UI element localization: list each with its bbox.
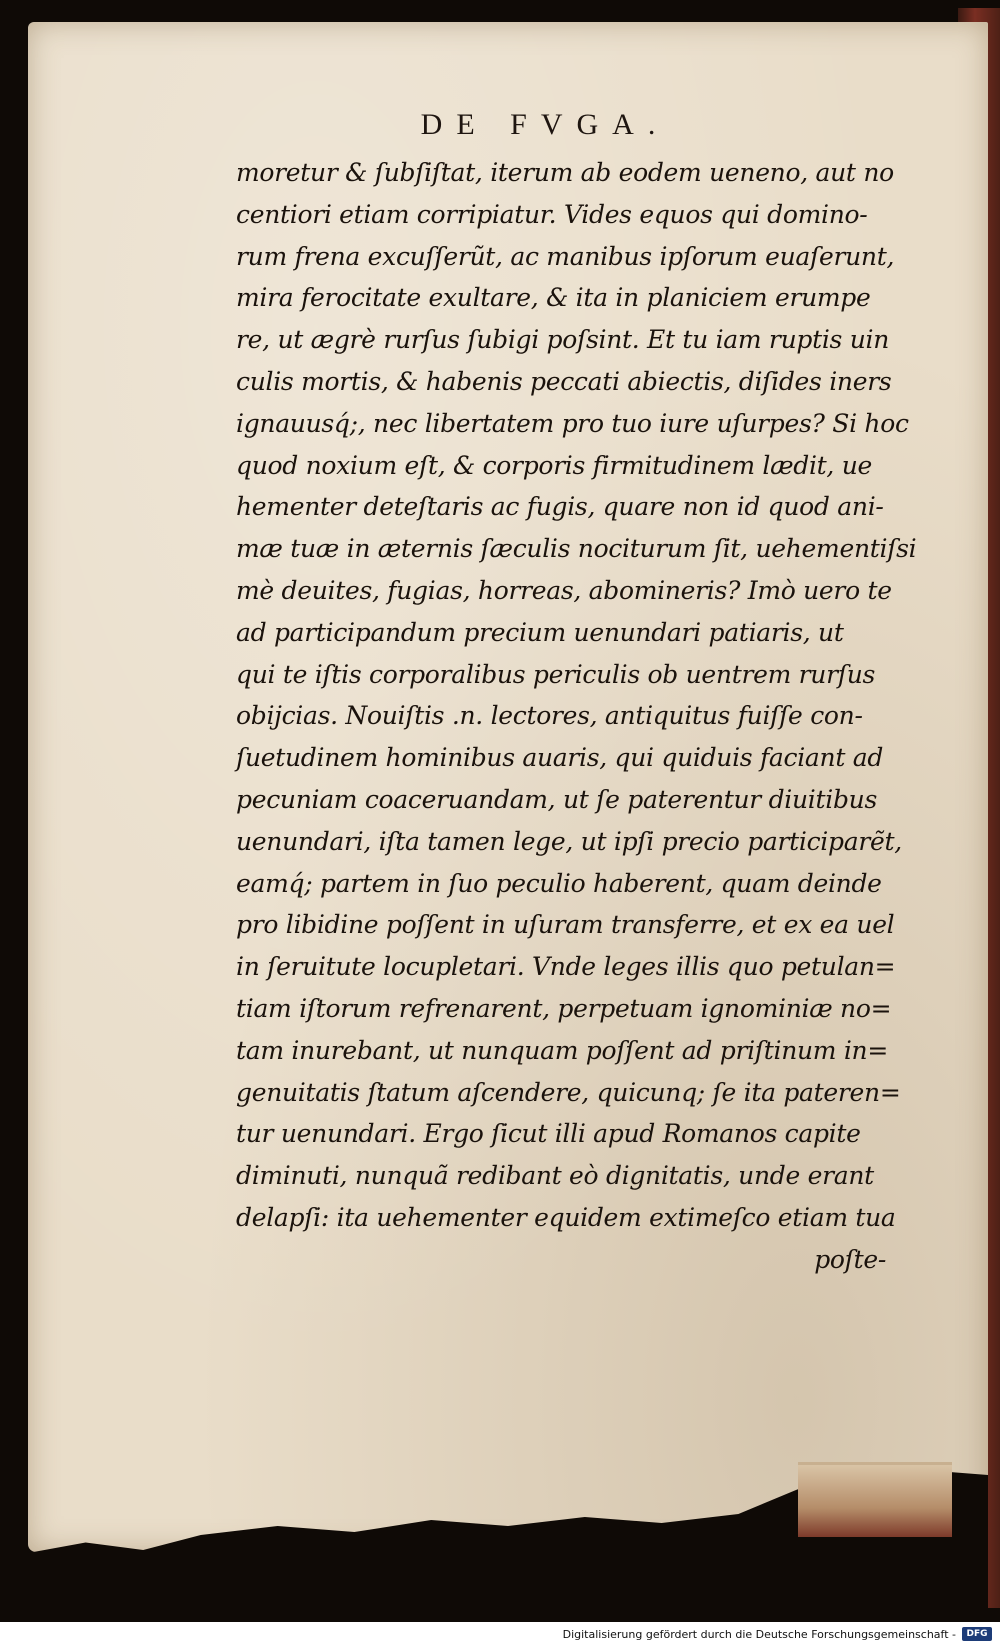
text-line: ignauusq́;, nec libertatem pro tuo iure uſurpes? Si hoc xyxy=(236,408,909,438)
catchword: poſte- xyxy=(814,1244,886,1274)
page-text xyxy=(236,152,917,1281)
text-line: mæ tuæ in æternis ſæculis nociturum ſit, uehementiſsi xyxy=(236,534,917,564)
text-line: diminuti, nunquã redibant eò dignitatis, unde erant xyxy=(236,1161,874,1191)
underlying-page-flap xyxy=(798,1462,952,1537)
text-line: uenundari, iſta tamen lege, ut ipſi precio participarẽt, xyxy=(236,826,902,856)
text-line: tur uenundari. Ergo ſicut illi apud Romanos capite xyxy=(236,1119,861,1149)
text-line: moretur & ſubſiſtat, iterum ab eodem ueneno, aut no xyxy=(236,158,894,187)
text-line: tiam iſtorum refrenarent, perpetuam ignominiæ no= xyxy=(236,993,892,1023)
text-line: hementer deteſtaris ac fugis, quare non id quod ani- xyxy=(236,492,884,522)
text-line: mira ferocitate exultare, & ita in planiciem erumpe xyxy=(236,283,871,313)
text-line: mè deuites, fugias, horreas, abomineris? Imò uero te xyxy=(236,575,892,605)
text-line: tam inurebant, ut nunquam poſſent ad priſtinum in= xyxy=(236,1035,889,1065)
text-line: obijcias. Nouiſtis .n. lectores, antiquitus fuiſſe con- xyxy=(236,701,863,731)
text-line: culis mortis, & habenis peccati abiectis, diſides iners xyxy=(236,366,892,396)
text-line: in ſeruitute locupletari. Vnde leges illis quo petulan= xyxy=(236,952,896,982)
dfg-logo: DFG xyxy=(962,1627,992,1641)
text-line: re, ut ægrè rurſus ſubigi poſsint. Et tu iam ruptis uin xyxy=(236,325,889,355)
running-head: DE FVGA. xyxy=(420,108,670,141)
text-line: quod noxium eſt, & corporis firmitudinem lædit, ue xyxy=(236,450,873,480)
text-line: ſuetudinem hominibus auaris, qui quiduis faciant ad xyxy=(236,743,884,773)
text-line: delapſi: ita uehementer equidem extimeſco etiam tua xyxy=(236,1202,896,1232)
text-line: qui te iſtis corporalibus periculis ob uentrem rurſus xyxy=(236,659,876,689)
footer-attribution: Digitalisierung gefördert durch die Deutsche Forschungsgemeinschaft - xyxy=(562,1628,956,1641)
text-line: ad participandum precium uenundari patiaris, ut xyxy=(236,617,844,647)
text-line: genuitatis ſtatum aſcendere, quicunq; ſe ita pateren= xyxy=(236,1077,901,1107)
text-line: eamq́; partem in ſuo peculio haberent, quam deinde xyxy=(236,868,882,898)
text-line: pro libidine poſſent in uſuram transferre, et ex ea uel xyxy=(236,910,895,940)
text-line: pecuniam coaceruandam, ut ſe paterentur diuitibus xyxy=(236,784,877,814)
text-line: centiori etiam corripiatur. Vides equos qui domino- xyxy=(236,199,868,229)
text-line: rum frena excuſſerũt, ac manibus ipſorum euaſerunt, xyxy=(236,241,895,271)
footer-bar xyxy=(0,1624,1000,1646)
